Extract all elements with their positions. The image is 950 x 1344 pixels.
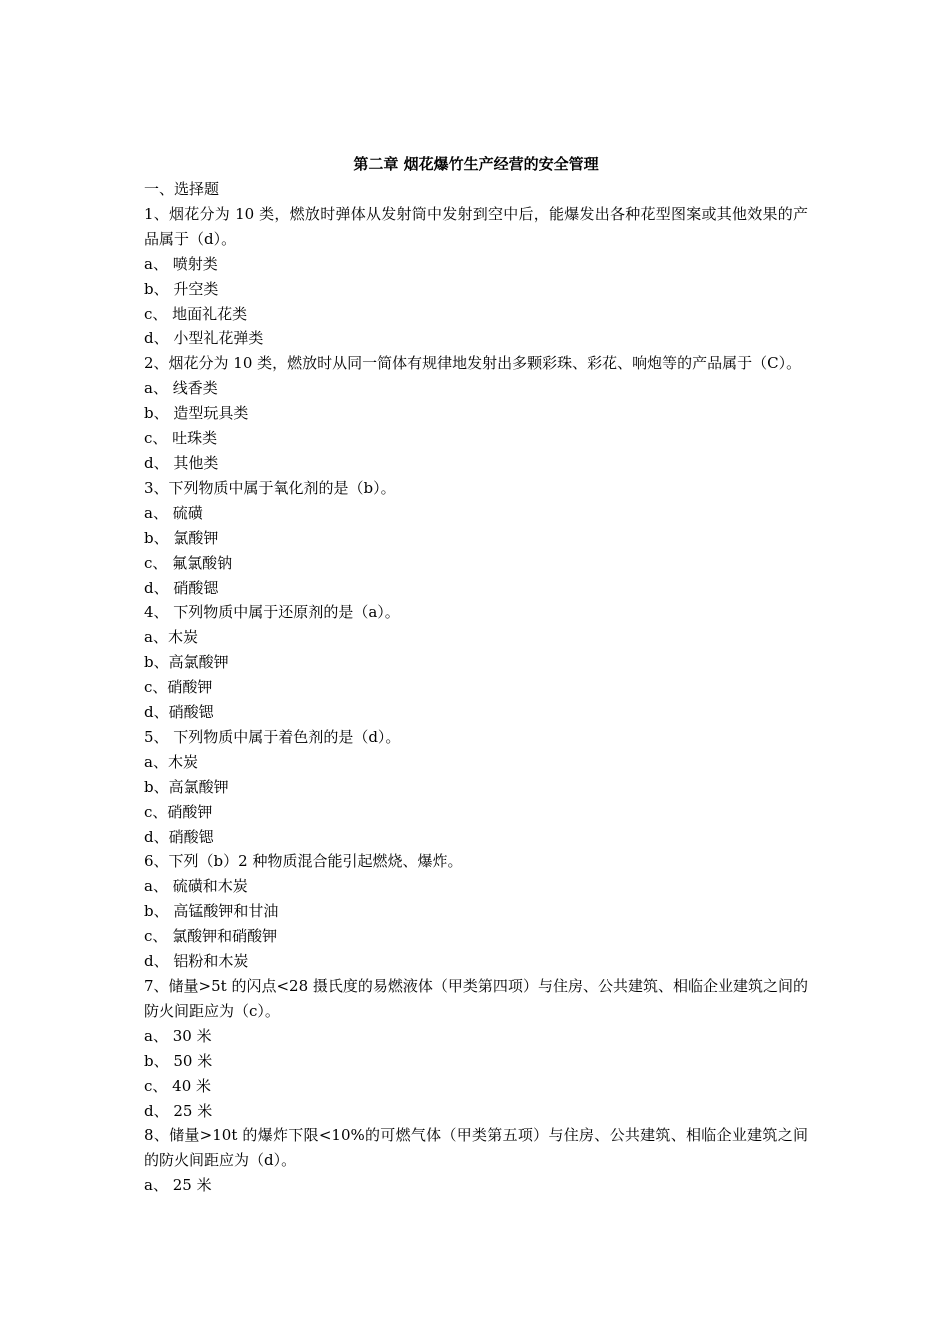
option-b: b、 升空类 — [144, 279, 219, 298]
option-d: d、 硝酸锶 — [144, 578, 219, 597]
option-a: a、 25 米 — [144, 1176, 212, 1195]
option-b: b、 造型玩具类 — [144, 404, 249, 423]
question-text: 5、 下列物质中属于着色剂的是（d）。 — [144, 727, 401, 746]
option-a: a、木炭 — [144, 752, 198, 771]
option-c: c、硝酸钾 — [144, 678, 213, 697]
question-6 — [144, 849, 808, 974]
question-1 — [144, 202, 808, 351]
option-a: a、木炭 — [144, 628, 198, 647]
option-b: b、 50 米 — [144, 1051, 213, 1070]
question-5 — [144, 725, 808, 850]
option-d: d、 小型礼花弹类 — [144, 329, 264, 348]
question-text: 8、储量>10t 的爆炸下限<10%的可燃气体（甲类第五项）与住房、公共建筑、相临企业建筑之间的防火间距应为（d）。 — [144, 1126, 808, 1170]
option-c: c、 40 米 — [144, 1076, 212, 1095]
chapter-title: 第二章 烟花爆竹生产经营的安全管理 — [353, 155, 599, 173]
option-d: d、硝酸锶 — [144, 703, 214, 722]
option-a: a、 喷射类 — [144, 254, 218, 273]
option-b: b、 氯酸钾 — [144, 528, 219, 547]
option-d: d、 铝粉和木炭 — [144, 952, 249, 971]
question-text: 4、 下列物质中属于还原剂的是（a）。 — [144, 603, 400, 622]
option-c: c、 氯酸钾和硝酸钾 — [144, 927, 278, 946]
question-text: 3、下列物质中属于氧化剂的是（b）。 — [144, 478, 396, 497]
option-c: c、 吐珠类 — [144, 429, 218, 448]
question-4 — [144, 600, 808, 725]
document-page — [144, 152, 808, 1198]
section-heading: 一、选择题 — [144, 180, 220, 198]
question-7 — [144, 974, 808, 1123]
question-text: 1、烟花分为 10 类，燃放时弹体从发射筒中发射到空中后，能爆发出各种花型图案或其他效果的产品属于（d）。 — [144, 204, 808, 248]
question-text: 7、储量>5t 的闪点<28 摄氏度的易燃液体（甲类第四项）与住房、公共建筑、相临企业建筑之间的防火间距应为（c）。 — [144, 977, 808, 1020]
option-b: b、 高锰酸钾和甘油 — [144, 902, 279, 921]
option-d: d、 25 米 — [144, 1101, 213, 1120]
question-text: 6、下列（b）2 种物质混合能引起燃烧、爆炸。 — [144, 852, 463, 871]
option-c: c、 地面礼花类 — [144, 304, 248, 323]
option-c: c、硝酸钾 — [144, 802, 213, 821]
option-a: a、 30 米 — [144, 1026, 212, 1045]
question-3 — [144, 476, 808, 601]
option-d: d、 其他类 — [144, 453, 219, 472]
option-a: a、 硫磺 — [144, 503, 203, 522]
option-c: c、 氟氯酸钠 — [144, 553, 233, 572]
question-8 — [144, 1123, 808, 1198]
option-d: d、硝酸锶 — [144, 827, 214, 846]
option-b: b、高氯酸钾 — [144, 777, 229, 796]
option-a: a、 硫磺和木炭 — [144, 877, 248, 896]
option-a: a、 线香类 — [144, 379, 218, 398]
question-text: 2、烟花分为 10 类，燃放时从同一简体有规律地发射出多颗彩珠、彩花、响炮等的产品属于（C）。 — [144, 354, 802, 373]
option-b: b、高氯酸钾 — [144, 653, 229, 672]
question-2 — [144, 351, 808, 476]
